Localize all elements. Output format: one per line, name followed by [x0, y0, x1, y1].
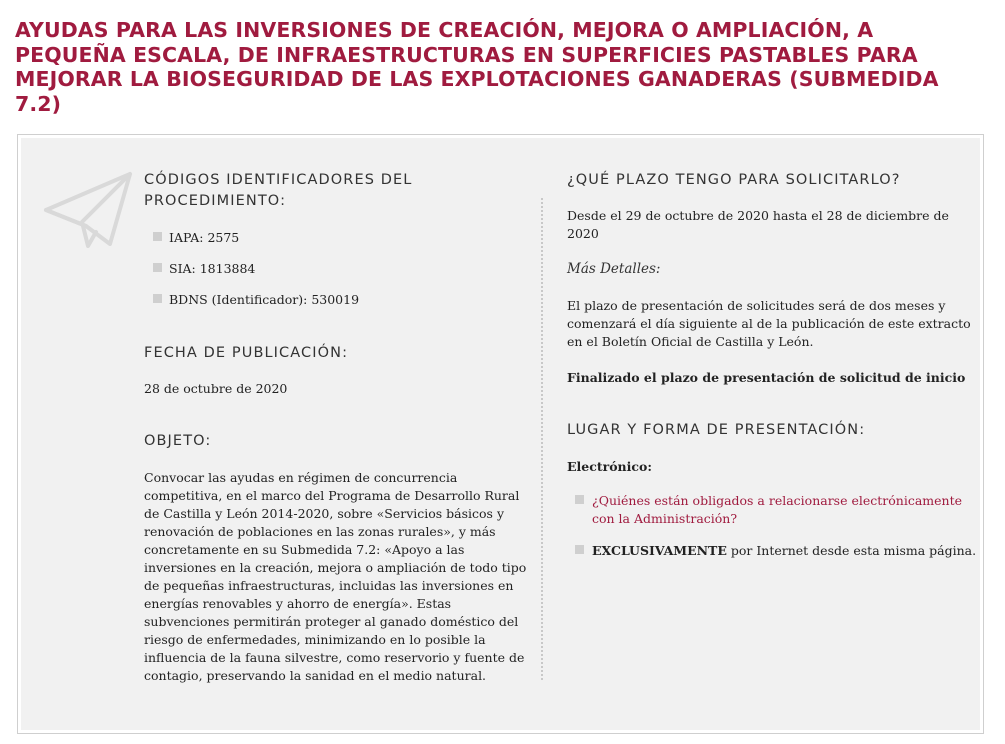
- finalizado-notice: Finalizado el plazo de presentación de solicitud de inicio: [567, 370, 966, 385]
- objeto-line: Convocar las ayudas en régimen de concurrencia: [144, 470, 458, 485]
- objeto-text: [144, 469, 534, 685]
- codes-heading-line2: PROCEDIMIENTO:: [144, 193, 287, 209]
- column-separator: [541, 198, 543, 680]
- obligados-link[interactable]: [592, 492, 962, 528]
- lugar-heading: LUGAR Y FORMA DE PRESENTACIÓN:: [567, 422, 866, 438]
- objeto-line: contagio, preservando la sanidad en el medio natural.: [144, 668, 487, 683]
- exclusivamente-text: [592, 542, 976, 560]
- code-bdns: BDNS (Identificador): 530019: [169, 292, 360, 307]
- publication-date: 28 de octubre de 2020: [144, 381, 288, 396]
- obligados-link-line1[interactable]: ¿Quiénes están obligados a relacionarse electrónicamente: [592, 493, 963, 508]
- exclusivamente-rest: por Internet desde esta misma página.: [726, 543, 977, 558]
- exclusivamente-bold: EXCLUSIVAMENTE: [592, 543, 727, 558]
- objeto-line: energías renovables y ahorro de energía». Estas: [144, 596, 452, 611]
- objeto-line: influencia de la fauna silvestre, como reservorio y fuente de: [144, 650, 525, 665]
- objeto-line: de Castilla y León 2014-2020, sobre «Servicios básicos y: [144, 506, 505, 521]
- code-sia: SIA: 1813884: [169, 261, 256, 276]
- bullet-icon: [153, 294, 162, 303]
- codes-heading-line1: CÓDIGOS IDENTIFICADORES DEL: [144, 172, 413, 188]
- obligados-link-line2[interactable]: con la Administración?: [592, 511, 738, 526]
- objeto-heading: OBJETO:: [144, 433, 212, 449]
- objeto-line: concretamente en su Submedida 7.2: «Apoyo a las: [144, 542, 465, 557]
- objeto-line: riesgo de enfermedades, minimizando en lo posible la: [144, 632, 486, 647]
- objeto-line: renovación de poblaciones en las zonas rurales», y más: [144, 524, 496, 539]
- electronico-label: Electrónico:: [567, 459, 652, 474]
- plazo-text: [567, 207, 949, 243]
- objeto-line: de pequeñas infraestructuras, incluidas las inversiones en: [144, 578, 514, 593]
- bullet-icon: [575, 545, 584, 554]
- objeto-line: subvenciones permitirán proteger al ganado doméstico del: [144, 614, 519, 629]
- paper-plane-icon: [42, 170, 134, 248]
- bullet-icon: [575, 495, 584, 504]
- detalles-line: El plazo de presentación de solicitudes será de dos meses y: [567, 298, 946, 313]
- bullet-icon: [153, 232, 162, 241]
- mas-detalles-heading: Más Detalles:: [567, 261, 661, 277]
- publication-heading: FECHA DE PUBLICACIÓN:: [144, 345, 349, 361]
- bullet-icon: [153, 263, 162, 272]
- plazo-heading: ¿QUÉ PLAZO TENGO PARA SOLICITARLO?: [567, 172, 901, 188]
- codes-heading: [144, 170, 412, 212]
- page-title: AYUDAS PARA LAS INVERSIONES DE CREACIÓN, MEJORA O AMPLIACIÓN, A PEQUEÑA ESCALA, DE INFRAESTRUCTURAS EN SUPERFICIES PASTABLES PARA MEJORAR LA BIOSEGURIDAD DE LAS EXPLOTACIONES GANADERAS (SUBMEDIDA 7.2): [15, 18, 939, 116]
- detalles-text: [567, 297, 971, 351]
- plazo-line: Desde el 29 de octubre de 2020 hasta el 28 de diciembre de: [567, 208, 949, 223]
- plazo-line: 2020: [567, 226, 599, 241]
- objeto-line: competitiva, en el marco del Programa de Desarrollo Rural: [144, 488, 520, 503]
- detalles-line: en el Boletín Oficial de Castilla y León.: [567, 334, 814, 349]
- code-iapa: IAPA: 2575: [169, 230, 240, 245]
- detalles-line: comenzará el día siguiente al de la publicación de este extracto: [567, 316, 971, 331]
- objeto-line: inversiones en la creación, mejora o ampliación de todo tipo: [144, 560, 527, 575]
